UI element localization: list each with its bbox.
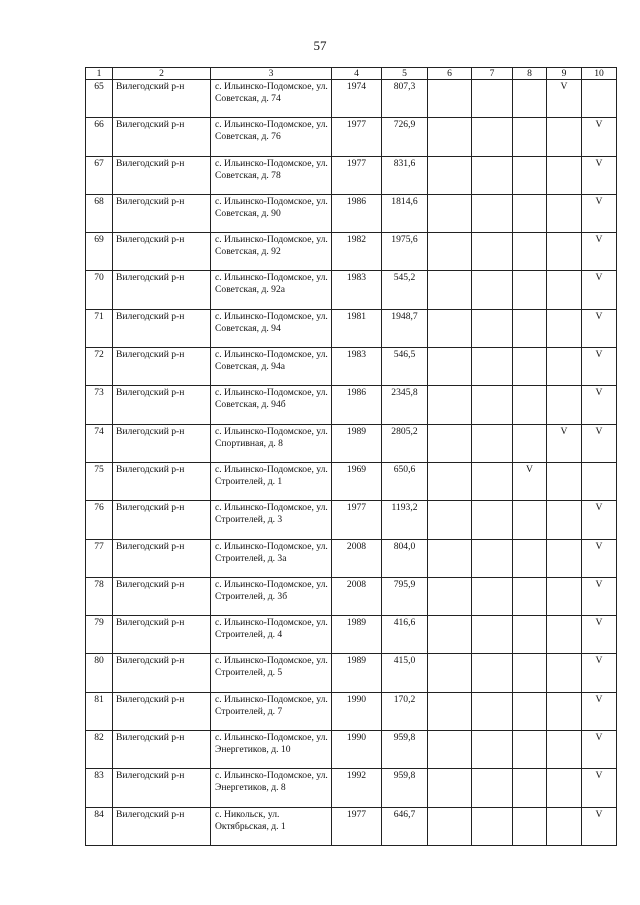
col7-cell bbox=[472, 194, 513, 232]
year-cell: 1969 bbox=[332, 462, 382, 500]
address-cell: с. Ильинско-Подомское, ул. Советская, д. 90 bbox=[211, 194, 332, 232]
table-row bbox=[86, 271, 617, 309]
col9-cell bbox=[547, 386, 582, 424]
table-row bbox=[86, 118, 617, 156]
col6-cell bbox=[428, 616, 472, 654]
district-cell: Вилегодский р-н bbox=[113, 118, 211, 156]
address-cell: с. Ильинско-Подомское, ул. Советская, д. 94 bbox=[211, 309, 332, 347]
col9-cell bbox=[547, 577, 582, 615]
col10-cell: V bbox=[582, 156, 617, 194]
row-number: 78 bbox=[86, 577, 113, 615]
year-cell: 1974 bbox=[332, 80, 382, 118]
address-cell: с. Ильинско-Подомское, ул. Строителей, д. 1 bbox=[211, 462, 332, 500]
col10-cell: V bbox=[582, 424, 617, 462]
col10-cell: V bbox=[582, 731, 617, 769]
col9-cell bbox=[547, 769, 582, 807]
col6-cell bbox=[428, 769, 472, 807]
address-cell: с. Ильинско-Подомское, ул. Строителей, д. 5 bbox=[211, 654, 332, 692]
table-header-row bbox=[86, 68, 617, 80]
address-cell: с. Ильинско-Подомское, ул. Строителей, д. 3 bbox=[211, 501, 332, 539]
col6-cell bbox=[428, 654, 472, 692]
col8-cell bbox=[513, 424, 547, 462]
table-row bbox=[86, 462, 617, 500]
row-number: 67 bbox=[86, 156, 113, 194]
year-cell: 1977 bbox=[332, 156, 382, 194]
col7-cell bbox=[472, 769, 513, 807]
col8-cell bbox=[513, 80, 547, 118]
col8-cell bbox=[513, 348, 547, 386]
col8-cell bbox=[513, 616, 547, 654]
table-row bbox=[86, 80, 617, 118]
col10-cell: V bbox=[582, 233, 617, 271]
col6-cell bbox=[428, 462, 472, 500]
col9-cell bbox=[547, 348, 582, 386]
district-cell: Вилегодский р-н bbox=[113, 539, 211, 577]
col9-cell bbox=[547, 654, 582, 692]
year-cell: 1983 bbox=[332, 271, 382, 309]
col10-cell bbox=[582, 462, 617, 500]
col6-cell bbox=[428, 156, 472, 194]
year-cell: 1986 bbox=[332, 386, 382, 424]
address-cell: с. Ильинско-Подомское, ул. Спортивная, д. 8 bbox=[211, 424, 332, 462]
address-cell: с. Ильинско-Подомское, ул. Советская, д. 76 bbox=[211, 118, 332, 156]
address-cell: с. Ильинско-Подомское, ул. Строителей, д. 3б bbox=[211, 577, 332, 615]
column-header-4: 4 bbox=[332, 68, 382, 80]
year-cell: 1989 bbox=[332, 424, 382, 462]
year-cell: 1983 bbox=[332, 348, 382, 386]
table-row bbox=[86, 424, 617, 462]
col8-cell bbox=[513, 577, 547, 615]
area-cell: 831,6 bbox=[382, 156, 428, 194]
year-cell: 1977 bbox=[332, 807, 382, 845]
year-cell: 1977 bbox=[332, 501, 382, 539]
row-number: 71 bbox=[86, 309, 113, 347]
area-cell: 1948,7 bbox=[382, 309, 428, 347]
col10-cell: V bbox=[582, 386, 617, 424]
col8-cell bbox=[513, 271, 547, 309]
col8-cell bbox=[513, 654, 547, 692]
address-cell: с. Ильинско-Подомское, ул. Энергетиков, д. 10 bbox=[211, 731, 332, 769]
table-row bbox=[86, 577, 617, 615]
col6-cell bbox=[428, 731, 472, 769]
col10-cell: V bbox=[582, 654, 617, 692]
col6-cell bbox=[428, 194, 472, 232]
table-row bbox=[86, 156, 617, 194]
area-cell: 2345,8 bbox=[382, 386, 428, 424]
table-row bbox=[86, 807, 617, 845]
col9-cell bbox=[547, 194, 582, 232]
district-cell: Вилегодский р-н bbox=[113, 386, 211, 424]
year-cell: 1989 bbox=[332, 654, 382, 692]
year-cell: 2008 bbox=[332, 577, 382, 615]
col8-cell bbox=[513, 769, 547, 807]
col10-cell: V bbox=[582, 692, 617, 730]
area-cell: 170,2 bbox=[382, 692, 428, 730]
col10-cell bbox=[582, 80, 617, 118]
column-header-9: 9 bbox=[547, 68, 582, 80]
col9-cell: V bbox=[547, 424, 582, 462]
col8-cell bbox=[513, 233, 547, 271]
district-cell: Вилегодский р-н bbox=[113, 501, 211, 539]
col10-cell: V bbox=[582, 769, 617, 807]
district-cell: Вилегодский р-н bbox=[113, 731, 211, 769]
col7-cell bbox=[472, 692, 513, 730]
row-number: 72 bbox=[86, 348, 113, 386]
col7-cell bbox=[472, 654, 513, 692]
area-cell: 545,2 bbox=[382, 271, 428, 309]
address-cell: с. Ильинско-Подомское, ул. Советская, д. 74 bbox=[211, 80, 332, 118]
year-cell: 1986 bbox=[332, 194, 382, 232]
area-cell: 2805,2 bbox=[382, 424, 428, 462]
row-number: 68 bbox=[86, 194, 113, 232]
row-number: 66 bbox=[86, 118, 113, 156]
row-number: 70 bbox=[86, 271, 113, 309]
col7-cell bbox=[472, 577, 513, 615]
address-cell: с. Ильинско-Подомское, ул. Советская, д. 94б bbox=[211, 386, 332, 424]
district-cell: Вилегодский р-н bbox=[113, 80, 211, 118]
address-cell: с. Ильинско-Подомское, ул. Советская, д. 78 bbox=[211, 156, 332, 194]
table-row bbox=[86, 309, 617, 347]
table-row bbox=[86, 539, 617, 577]
area-cell: 1975,6 bbox=[382, 233, 428, 271]
col9-cell bbox=[547, 156, 582, 194]
col6-cell bbox=[428, 807, 472, 845]
district-cell: Вилегодский р-н bbox=[113, 233, 211, 271]
address-cell: с. Ильинско-Подомское, ул. Советская, д. 92 bbox=[211, 233, 332, 271]
table-row bbox=[86, 233, 617, 271]
area-cell: 726,9 bbox=[382, 118, 428, 156]
year-cell: 1990 bbox=[332, 731, 382, 769]
col9-cell bbox=[547, 539, 582, 577]
table-row bbox=[86, 654, 617, 692]
district-cell: Вилегодский р-н bbox=[113, 577, 211, 615]
row-number: 65 bbox=[86, 80, 113, 118]
area-cell: 804,0 bbox=[382, 539, 428, 577]
col10-cell: V bbox=[582, 807, 617, 845]
col10-cell: V bbox=[582, 501, 617, 539]
column-header-8: 8 bbox=[513, 68, 547, 80]
col6-cell bbox=[428, 539, 472, 577]
row-number: 83 bbox=[86, 769, 113, 807]
row-number: 82 bbox=[86, 731, 113, 769]
col7-cell bbox=[472, 616, 513, 654]
col6-cell bbox=[428, 577, 472, 615]
district-cell: Вилегодский р-н bbox=[113, 424, 211, 462]
district-cell: Вилегодский р-н bbox=[113, 654, 211, 692]
col10-cell: V bbox=[582, 271, 617, 309]
year-cell: 1992 bbox=[332, 769, 382, 807]
area-cell: 546,5 bbox=[382, 348, 428, 386]
table-row bbox=[86, 692, 617, 730]
table-row bbox=[86, 769, 617, 807]
column-header-1: 1 bbox=[86, 68, 113, 80]
col9-cell bbox=[547, 807, 582, 845]
address-cell: с. Ильинско-Подомское, ул. Строителей, д. 3а bbox=[211, 539, 332, 577]
column-header-6: 6 bbox=[428, 68, 472, 80]
address-cell: с. Ильинско-Подомское, ул. Советская, д. 92а bbox=[211, 271, 332, 309]
column-header-2: 2 bbox=[113, 68, 211, 80]
district-cell: Вилегодский р-н bbox=[113, 692, 211, 730]
col8-cell bbox=[513, 309, 547, 347]
col9-cell bbox=[547, 731, 582, 769]
table-row bbox=[86, 731, 617, 769]
district-cell: Вилегодский р-н bbox=[113, 616, 211, 654]
page-number: 57 bbox=[313, 38, 327, 53]
col8-cell bbox=[513, 386, 547, 424]
district-cell: Вилегодский р-н bbox=[113, 194, 211, 232]
row-number: 76 bbox=[86, 501, 113, 539]
col6-cell bbox=[428, 271, 472, 309]
col9-cell bbox=[547, 271, 582, 309]
col9-cell bbox=[547, 692, 582, 730]
column-header-7: 7 bbox=[472, 68, 513, 80]
column-header-5: 5 bbox=[382, 68, 428, 80]
table-row bbox=[86, 501, 617, 539]
col7-cell bbox=[472, 462, 513, 500]
column-header-3: 3 bbox=[211, 68, 332, 80]
col7-cell bbox=[472, 309, 513, 347]
district-cell: Вилегодский р-н bbox=[113, 807, 211, 845]
area-cell: 795,9 bbox=[382, 577, 428, 615]
district-cell: Вилегодский р-н bbox=[113, 348, 211, 386]
district-cell: Вилегодский р-н bbox=[113, 271, 211, 309]
col6-cell bbox=[428, 118, 472, 156]
address-cell: с. Ильинско-Подомское, ул. Энергетиков, д. 8 bbox=[211, 769, 332, 807]
area-cell: 646,7 bbox=[382, 807, 428, 845]
row-number: 75 bbox=[86, 462, 113, 500]
row-number: 73 bbox=[86, 386, 113, 424]
col8-cell bbox=[513, 194, 547, 232]
col10-cell: V bbox=[582, 194, 617, 232]
col9-cell bbox=[547, 118, 582, 156]
year-cell: 2008 bbox=[332, 539, 382, 577]
area-cell: 1193,2 bbox=[382, 501, 428, 539]
district-cell: Вилегодский р-н bbox=[113, 156, 211, 194]
area-cell: 650,6 bbox=[382, 462, 428, 500]
col8-cell bbox=[513, 118, 547, 156]
area-cell: 959,8 bbox=[382, 731, 428, 769]
table-row bbox=[86, 386, 617, 424]
col7-cell bbox=[472, 539, 513, 577]
col7-cell bbox=[472, 118, 513, 156]
row-number: 79 bbox=[86, 616, 113, 654]
col10-cell: V bbox=[582, 118, 617, 156]
year-cell: 1989 bbox=[332, 616, 382, 654]
col6-cell bbox=[428, 692, 472, 730]
district-cell: Вилегодский р-н bbox=[113, 462, 211, 500]
col7-cell bbox=[472, 156, 513, 194]
col7-cell bbox=[472, 271, 513, 309]
area-cell: 959,8 bbox=[382, 769, 428, 807]
year-cell: 1982 bbox=[332, 233, 382, 271]
col7-cell bbox=[472, 424, 513, 462]
area-cell: 416,6 bbox=[382, 616, 428, 654]
table-body bbox=[86, 80, 617, 846]
area-cell: 415,0 bbox=[382, 654, 428, 692]
col8-cell bbox=[513, 156, 547, 194]
row-number: 74 bbox=[86, 424, 113, 462]
col7-cell bbox=[472, 731, 513, 769]
col7-cell bbox=[472, 386, 513, 424]
col7-cell bbox=[472, 501, 513, 539]
row-number: 84 bbox=[86, 807, 113, 845]
col9-cell bbox=[547, 309, 582, 347]
table-row bbox=[86, 616, 617, 654]
col8-cell bbox=[513, 807, 547, 845]
col9-cell bbox=[547, 462, 582, 500]
col9-cell bbox=[547, 501, 582, 539]
col6-cell bbox=[428, 424, 472, 462]
col7-cell bbox=[472, 233, 513, 271]
column-header-10: 10 bbox=[582, 68, 617, 80]
col8-cell bbox=[513, 731, 547, 769]
year-cell: 1977 bbox=[332, 118, 382, 156]
row-number: 81 bbox=[86, 692, 113, 730]
col6-cell bbox=[428, 501, 472, 539]
table-row bbox=[86, 348, 617, 386]
col6-cell bbox=[428, 348, 472, 386]
col7-cell bbox=[472, 348, 513, 386]
col9-cell bbox=[547, 233, 582, 271]
table-row bbox=[86, 194, 617, 232]
address-cell: с. Ильинско-Подомское, ул. Строителей, д. 7 bbox=[211, 692, 332, 730]
col6-cell bbox=[428, 386, 472, 424]
address-cell: с. Ильинско-Подомское, ул. Советская, д. 94а bbox=[211, 348, 332, 386]
col8-cell bbox=[513, 501, 547, 539]
col7-cell bbox=[472, 807, 513, 845]
col7-cell bbox=[472, 80, 513, 118]
year-cell: 1990 bbox=[332, 692, 382, 730]
housing-table bbox=[85, 67, 617, 846]
col10-cell: V bbox=[582, 577, 617, 615]
col8-cell: V bbox=[513, 462, 547, 500]
row-number: 80 bbox=[86, 654, 113, 692]
district-cell: Вилегодский р-н bbox=[113, 769, 211, 807]
row-number: 77 bbox=[86, 539, 113, 577]
area-cell: 1814,6 bbox=[382, 194, 428, 232]
col9-cell bbox=[547, 616, 582, 654]
col6-cell bbox=[428, 80, 472, 118]
year-cell: 1981 bbox=[332, 309, 382, 347]
col6-cell bbox=[428, 233, 472, 271]
address-cell: с. Ильинско-Подомское, ул. Строителей, д. 4 bbox=[211, 616, 332, 654]
area-cell: 807,3 bbox=[382, 80, 428, 118]
col9-cell: V bbox=[547, 80, 582, 118]
col6-cell bbox=[428, 309, 472, 347]
col10-cell: V bbox=[582, 616, 617, 654]
row-number: 69 bbox=[86, 233, 113, 271]
col10-cell: V bbox=[582, 309, 617, 347]
col10-cell: V bbox=[582, 348, 617, 386]
col8-cell bbox=[513, 692, 547, 730]
address-cell: с. Никольск, ул. Октябрьская, д. 1 bbox=[211, 807, 332, 845]
district-cell: Вилегодский р-н bbox=[113, 309, 211, 347]
col8-cell bbox=[513, 539, 547, 577]
col10-cell: V bbox=[582, 539, 617, 577]
